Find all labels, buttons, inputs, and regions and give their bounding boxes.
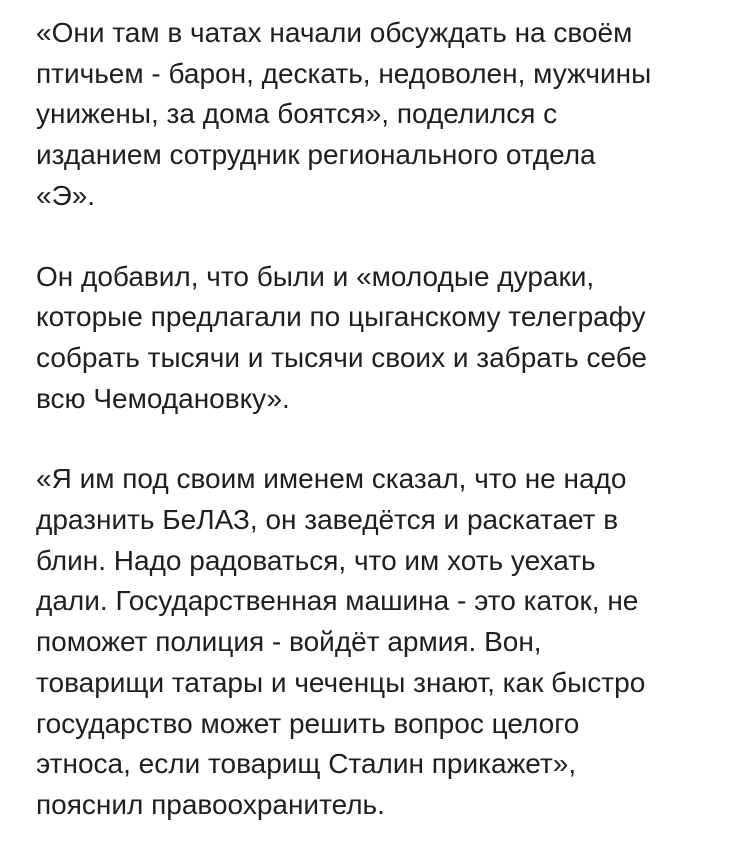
text-line: этноса, если товарищ Сталин прикажет», bbox=[36, 748, 577, 780]
text-line: всю Чемодановку». bbox=[36, 382, 290, 414]
text-line: Он добавил, что были и «молодые дураки, bbox=[36, 260, 595, 292]
paragraph-1 bbox=[36, 13, 730, 217]
text-line: поможет полиция - войдёт армия. Вон, bbox=[36, 626, 542, 658]
text-line: «Э». bbox=[36, 179, 96, 211]
text-line: которые предлагали по цыганскому телеграфу bbox=[36, 301, 646, 333]
paragraph-2 bbox=[36, 257, 730, 420]
text-line: товарищи татары и чеченцы знают, как быстро bbox=[36, 666, 646, 698]
text-line: дразнить БеЛАЗ, он заведётся и раскатает в bbox=[36, 504, 619, 536]
text-line: изданием сотрудник регионального отдела bbox=[36, 139, 596, 171]
text-line: птичьем - барон, дескать, недоволен, мужчины bbox=[36, 57, 652, 89]
text-line: «Я им под своим именем сказал, что не надо bbox=[36, 463, 627, 495]
text-line: унижены, за дома боятся», поделился с bbox=[36, 98, 558, 130]
text-line: пояснил правоохранитель. bbox=[36, 788, 385, 820]
text-line: государство может решить вопрос целого bbox=[36, 707, 580, 739]
text-line: «Они там в чатах начали обсуждать на своём bbox=[36, 17, 633, 48]
text-line: блин. Надо радоваться, что им хоть уехать bbox=[36, 544, 596, 576]
paragraph-3 bbox=[36, 459, 730, 825]
text-line: собрать тысячи и тысячи своих и забрать себе bbox=[36, 341, 647, 373]
text-line: дали. Государственная машина - это каток, не bbox=[36, 585, 639, 617]
